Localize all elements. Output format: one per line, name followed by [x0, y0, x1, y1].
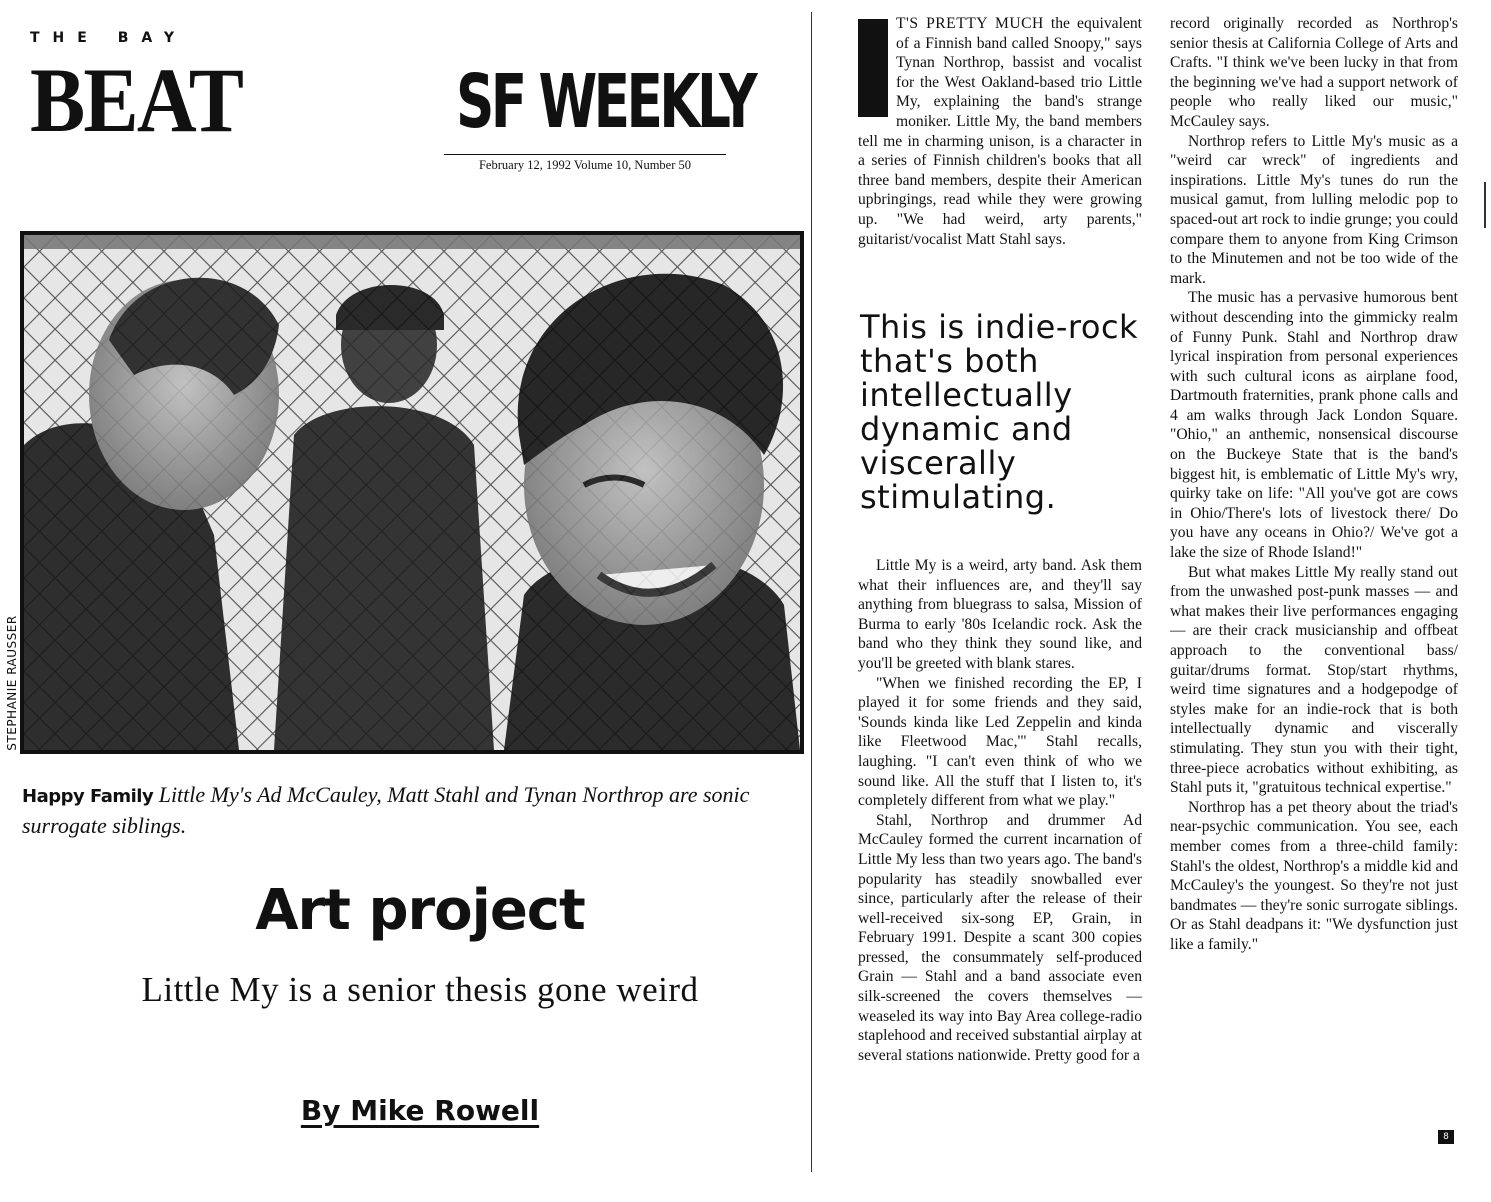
band-photo	[20, 231, 804, 754]
band-photo-illustration	[24, 235, 800, 750]
drop-cap	[858, 19, 888, 117]
paragraph: "When we finished recording the EP, I played it for some friends and they said, 'Sounds kinda like Led Zeppelin and kinda like Fleetwood Mac,'" Stahl recalls, laughing. "I can't even think of who we sound like. All the stuff that I listen to, it's completely different from what we play."	[858, 674, 1142, 810]
paragraph: Northrop has a pet theory about the triad's near-psychic communication. You see, each member comes from a three-child family: Stahl's the oldest, Northrop's a middle kid and McCauley's the youngest. So they're not just bandmates — they're sonic surrogate siblings. Or as Stahl deadpans it: "We dysfunction just like a family."	[1170, 798, 1458, 953]
paragraph: Stahl, Northrop and drummer Ad McCauley formed the current incarnation of Little My less than two years ago. The band's popularity has steadily snowballed ever since, particularly after the release of their well-received six-song EP, Grain, in February 1991. Despite a scant 300 copies pressed, the consummately self-produced Grain — Stahl and a band associate even silk-screened the covers themselves — weaseled its way into Bay Area college-radio staplehood and received substantial airplay at several stations nationwide. Pretty good for a	[858, 811, 1142, 1064]
margin-mark	[1484, 182, 1486, 228]
paragraph: But what makes Little My really stand out from the unwashed post-punk masses — and what makes their live performances engaging — are their crack musicianship and offbeat approach to the conventional bass/ guitar/drums format. Stop/start rhythms, weird time signatures and a hodgepodge of styles make for an indie-rock that is both intellectually dynamic and viscerally stimulating. They stun you with their tight, three-piece acrobatics without exhibiting, as Stahl puts it, "gratuitous technical expertise."	[1170, 563, 1458, 797]
subheadline: Little My is a senior thesis gone weird	[141, 970, 699, 1009]
section-label-big: BEAT	[30, 49, 243, 151]
lead-paragraph: T'S PRETTY MUCH the equivalent of a Finnish band called Snoopy," says Tynan Northrop, bassist and vocalist for the West Oakland-based trio Little My, explaining the band's strange moniker. Little My, the band members tell me in charming unison, is a character in a series of Finnish children's books that all three band members, despite their American upbringings, read while they were growing up. "We had weird, arty parents," guitarist/vocalist Matt Stahl says.	[858, 15, 1142, 248]
paragraph: Little My is a weird, arty band. Ask them what their influences are, and they'll say anything from bluegrass to salsa, Mission of Burma to early '80s Icelandic rock. Ask the band who they think they sound like, and you'll be greeted with blank stares.	[858, 557, 1142, 672]
end-mark: 8	[1438, 1130, 1454, 1144]
headline: Art project	[255, 878, 585, 943]
section-label-small: THE BAY	[30, 30, 188, 46]
photo-credit: STEPHANIE RAUSSER	[5, 615, 19, 751]
column-divider	[811, 12, 812, 1172]
dateline: February 12, 1992 Volume 10, Number 50	[444, 154, 726, 173]
lead-in: T'S PRETTY MUCH	[896, 15, 1044, 32]
caption-text: Little My's Ad McCauley, Matt Stahl and Tynan Northrop are sonic surrogate siblings.	[22, 782, 750, 838]
photo-caption	[22, 780, 802, 840]
article-column-1-top	[858, 14, 1142, 249]
article-column-2	[1170, 14, 1458, 955]
paragraph: Northrop refers to Little My's music as a "weird car wreck" of ingredients and inspirations. Little My's tunes do run the musical gamut, from lulling melodic pop to spaced-out art rock to indie grunge; you could compare them to anyone from King Crimson to the Minutemen and not be too wide of the mark.	[1170, 132, 1458, 287]
paragraph: record originally recorded as Northrop's senior thesis at California College of Arts and Crafts. "I think we've been lucky in that from the beginning we've had a support network of people who really liked our music," McCauley says.	[1170, 15, 1458, 130]
caption-kicker: Happy Family	[22, 786, 154, 807]
article-column-1-bottom	[858, 556, 1142, 1065]
byline: By Mike Rowell	[300, 1094, 540, 1127]
publication-logo: SF WEEKLY	[456, 59, 755, 145]
pull-quote: This is indie-rock that's both intellectually dynamic and viscerally stimulating.	[860, 308, 1139, 516]
paragraph: The music has a pervasive humorous bent without descending into the gimmicky realm of Funny Punk. Stahl and Northrop draw lyrical inspiration from personal experiences with such cultural icons as airplane food, Dartmouth fraternities, prank phone calls and 4 am walks through Jack London Square. "Ohio," an anthemic, nonsensical discourse on the Buckeye State that is the band's biggest hit, is emblematic of Little My's wry, quirky take on life: "All you've got are cows in Ohio/There's lots of livestock there/ Do you have any oceans in Ohio?/ We've got a lake the size of Rhode Island!"	[1170, 289, 1458, 562]
